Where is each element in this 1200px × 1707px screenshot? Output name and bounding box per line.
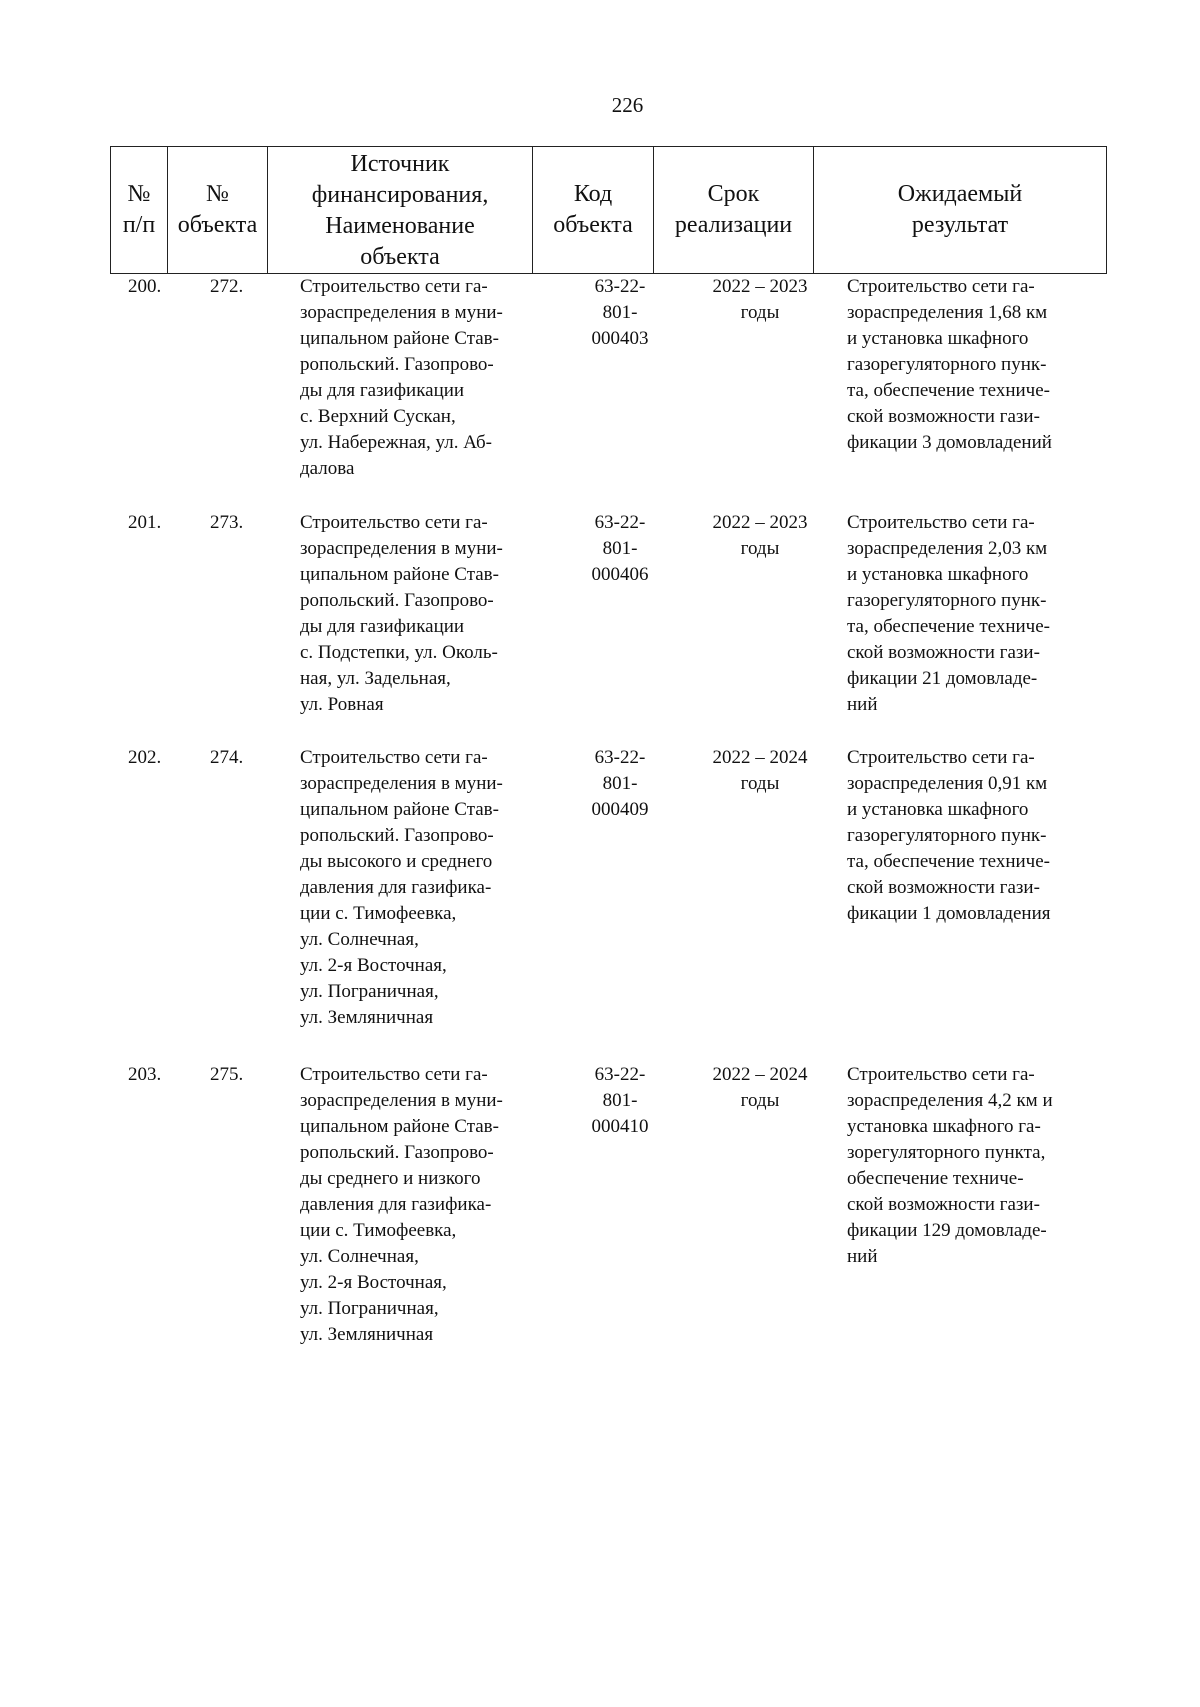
object-number: 274. [210,747,244,768]
row-number: 200. [128,276,162,297]
implementation-term: 2022 – 2023 годы [712,276,808,323]
object-name: Строительство сети га- зораспределения в муни- ципальном районе Став- ропольский. Газопрово- ды высокого и среднего давления для газифика- ции с. Тимофеевка, ул. Солнечная, ул. 2-я Восточная, ул. Пограничная, ул. Земляничная [300,747,503,1028]
object-number: 275. [210,1064,244,1085]
object-number: 273. [210,512,244,533]
expected-result: Строительство сети га- зораспределения 4,2 км и установка шкафного га- зорегуляторного пункта, обеспечение техниче- ской возможности гази- фикации 129 домовладе- ний [847,1064,1053,1267]
header-term: Срок реализации [654,147,814,274]
header-object-number: № объекта [168,147,268,274]
implementation-term: 2022 – 2024 годы [712,747,808,794]
object-code: 63-22- 801- 000403 [591,276,649,349]
expected-result: Строительство сети га- зораспределения 1,68 км и установка шкафного газорегуляторного пунк- та, обеспечение техниче- ской возможности гази- фикации 3 домовладений [847,276,1052,453]
row-number: 201. [128,512,162,533]
expected-result: Строительство сети га- зораспределения 2,03 км и установка шкафного газорегуляторного пунк- та, обеспечение техниче- ской возможности гази- фикации 21 домовладе- ний [847,512,1050,715]
header-object-code: Код объекта [533,147,654,274]
implementation-term: 2022 – 2024 годы [712,1064,808,1111]
row-number: 203. [128,1064,162,1085]
page-number: 226 [611,93,644,117]
object-name: Строительство сети га- зораспределения в муни- ципальном районе Став- ропольский. Газопрово- ды для газификации с. Подстепки, ул. Околь- ная, ул. Задельная, ул. Ровная [300,512,503,715]
object-code: 63-22- 801- 000410 [591,1064,649,1137]
object-number: 272. [210,276,244,297]
object-code: 63-22- 801- 000409 [591,747,649,820]
header-funding-source: Источник финансирования, Наименование объекта [268,147,533,274]
implementation-term: 2022 – 2023 годы [712,512,808,559]
table-header [110,146,1107,274]
row-number: 202. [128,747,162,768]
object-name: Строительство сети га- зораспределения в муни- ципальном районе Став- ропольский. Газопрово- ды для газификации с. Верхний Сускан, ул. Набережная, ул. Аб- далова [300,276,503,479]
header-row-number: № п/п [111,147,168,274]
expected-result: Строительство сети га- зораспределения 0,91 км и установка шкафного газорегуляторного пунк- та, обеспечение техниче- ской возможности гази- фикации 1 домовладения [847,747,1051,924]
object-code: 63-22- 801- 000406 [591,512,649,585]
header-expected-result: Ожидаемый результат [814,147,1107,274]
object-name: Строительство сети га- зораспределения в муни- ципальном районе Став- ропольский. Газопрово- ды среднего и низкого давления для газифика- ции с. Тимофеевка, ул. Солнечная, ул. 2-я Восточная, ул. Пограничная, ул. Земляничная [300,1064,503,1345]
